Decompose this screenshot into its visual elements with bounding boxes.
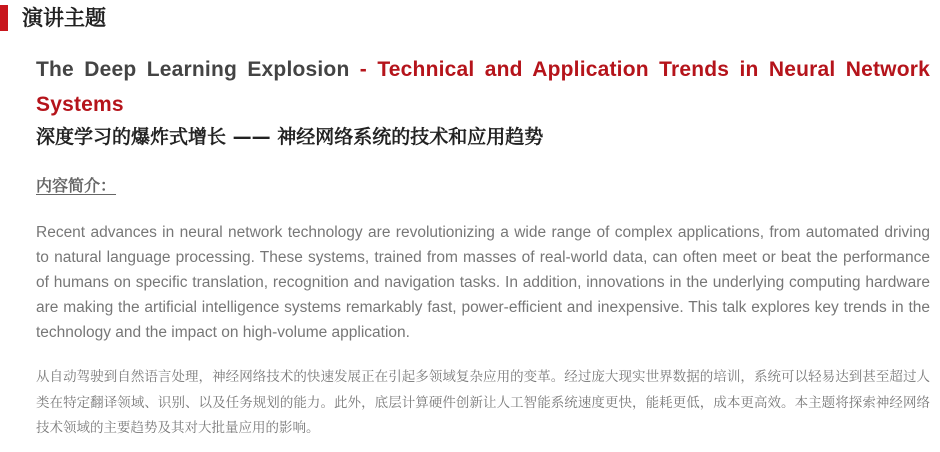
- talk-title-sub: Technical and Application Trends in Neural Network Systems: [36, 58, 930, 116]
- talk-title-en: [36, 52, 930, 122]
- intro-label: 内容简介：: [36, 176, 117, 195]
- section-header: [0, 4, 106, 32]
- talk-content: [36, 52, 930, 442]
- abstract-cn: 从自动驾驶到自然语言处理，神经网络技术的快速发展正在引起多领域复杂应用的变革。经过庞大现实世界数据的培训，系统可以轻易达到甚至超过人类在特定翻译领域、识别、以及任务规划的能力。此外，底层计算硬件创新让人工智能系统速度更快，能耗更低，成本更高效。本主题将探索神经网络技术领域的主要趋势及其对大批量应用的影响。: [36, 369, 930, 436]
- abstract-en: Recent advances in neural network technology are revolutionizing a wide range of complex applications, from automated driving to natural language processing. These systems, trained from masses of real-world data, can often meet or beat the performance of humans on specific translation, recognition and navigation tasks. In addition, innovations in the underlying computing hardware are making the artificial intelligence systems remarkably fast, power-efficient and inexpensive. This talk explores key trends in the technology and the impact on high-volume application.: [36, 224, 930, 341]
- talk-title-main: The Deep Learning Explosion: [36, 58, 350, 81]
- talk-title-separator: -: [349, 58, 378, 81]
- talk-title-cn: 深度学习的爆炸式增长 —— 神经网络系统的技术和应用趋势: [36, 126, 544, 148]
- section-title: 演讲主题: [22, 6, 106, 30]
- section-accent-bar: [0, 5, 8, 31]
